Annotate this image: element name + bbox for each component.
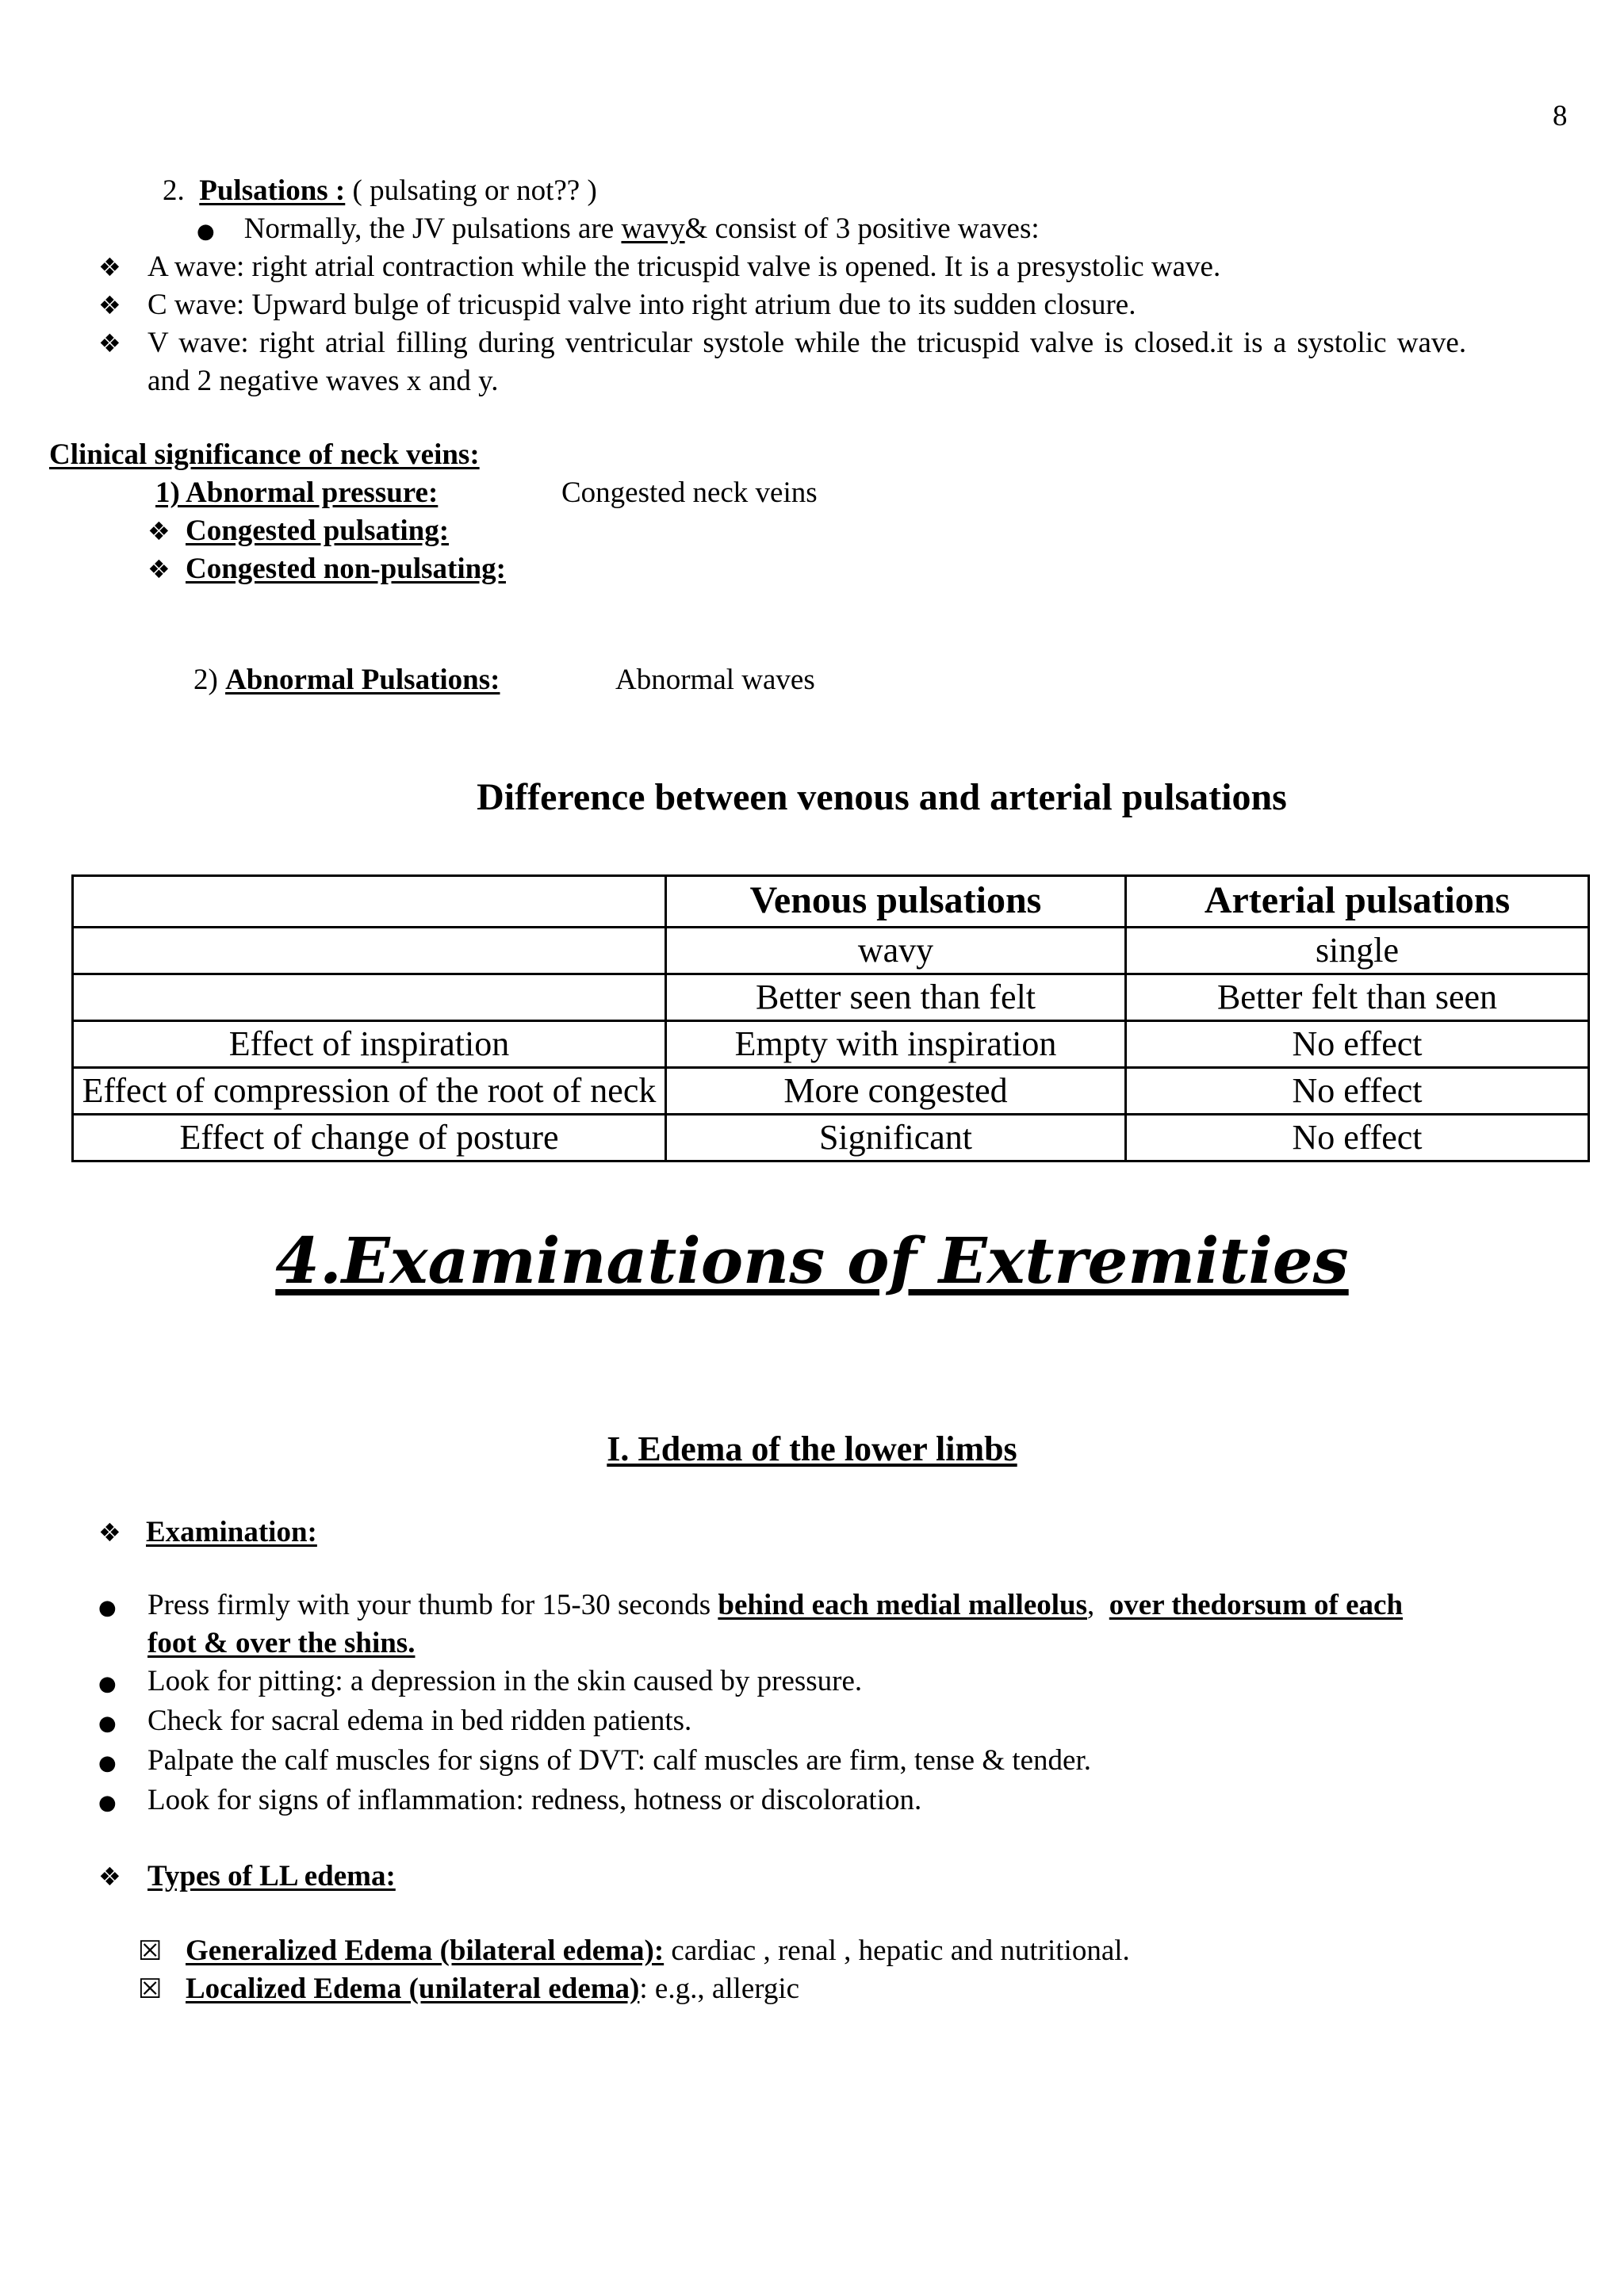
normally-intro: Normally, the JV pulsations are bbox=[243, 212, 622, 245]
pulsations-number: 2. bbox=[163, 174, 185, 207]
normally-wavy: wavy bbox=[621, 212, 685, 245]
table-header-cell: Venous pulsations bbox=[666, 876, 1126, 928]
normally-line bbox=[197, 211, 1040, 247]
generalized-edema-text bbox=[186, 1933, 1130, 1969]
localized-edema-causes: : e.g., allergic bbox=[639, 1973, 800, 2005]
edema-list-text: Palpate the calf muscles for signs of DVT: calf muscles are firm, tense & tender. bbox=[147, 1744, 1091, 1777]
table-cell: No effect bbox=[1126, 1115, 1589, 1161]
diamond-icon: ❖ bbox=[98, 1517, 121, 1548]
abnormal-pressure-heading: 1) Abnormal pressure: bbox=[155, 476, 439, 509]
edema-list-text: Look for pitting: a depression in the skin caused by pressure. bbox=[147, 1665, 863, 1697]
page-number: 8 bbox=[1553, 100, 1568, 132]
press-comma: , bbox=[1087, 1589, 1102, 1621]
press-item bbox=[98, 1587, 1404, 1624]
wave-a-item bbox=[98, 249, 1221, 285]
wave-c-item bbox=[98, 287, 1136, 323]
pulsations-heading-line bbox=[163, 173, 597, 209]
wave-c-text: C wave: Upward bulge of tricuspid valve into right atrium due to its sudden closure. bbox=[147, 289, 1136, 321]
abnormal-pulsations-heading: Abnormal Pulsations: bbox=[225, 664, 500, 696]
diamond-icon: ❖ bbox=[98, 1862, 121, 1892]
types-heading: Types of LL edema: bbox=[147, 1860, 396, 1892]
generalized-edema-label: Generalized Edema (bilateral edema): bbox=[186, 1934, 665, 1967]
bullet-icon: ● bbox=[197, 220, 215, 243]
press-text bbox=[147, 1587, 1403, 1624]
table-cell: wavy bbox=[666, 928, 1126, 974]
edema-list-item bbox=[98, 1743, 1091, 1779]
table-cell: Effect of compression of the root of neck bbox=[73, 1068, 666, 1115]
localized-edema-item bbox=[138, 1971, 800, 2007]
wave-a-text: A wave: right atrial contraction while the tricuspid valve is opened. It is a presystolic wave. bbox=[147, 251, 1221, 283]
table-row bbox=[73, 1021, 1589, 1068]
abnormal-pressure-note: Congested neck veins bbox=[561, 476, 818, 509]
bullet-icon: ● bbox=[98, 1596, 117, 1620]
localized-edema-label: Localized Edema (unilateral edema) bbox=[186, 1973, 640, 2005]
wave-v-item bbox=[98, 325, 1467, 362]
pulsations-heading: Pulsations : bbox=[199, 174, 346, 207]
table-cell: Significant bbox=[666, 1115, 1126, 1161]
localized-edema-text bbox=[186, 1971, 799, 2007]
diamond-icon: ❖ bbox=[98, 252, 121, 282]
table-cell: More congested bbox=[666, 1068, 1126, 1115]
types-item bbox=[98, 1858, 396, 1895]
press-intro: Press firmly with your thumb for 15-30 seconds bbox=[147, 1589, 718, 1621]
table-header-row bbox=[73, 876, 1589, 928]
diamond-icon: ❖ bbox=[147, 516, 170, 546]
edema-title: I. Edema of the lower limbs bbox=[607, 1429, 1017, 1468]
congested-non-pulsating-item bbox=[147, 551, 507, 587]
checkbox-icon: ☒ bbox=[138, 1973, 163, 2005]
edema-list-text: Check for sacral edema in bed ridden patients. bbox=[147, 1705, 692, 1737]
table-row bbox=[73, 928, 1589, 974]
checkbox-icon: ☒ bbox=[138, 1935, 163, 1967]
table-header-cell bbox=[73, 876, 666, 928]
bullet-icon: ● bbox=[98, 1712, 117, 1735]
pulsations-question: ( pulsating or not?? ) bbox=[345, 174, 597, 207]
table-cell: Empty with inspiration bbox=[666, 1021, 1126, 1068]
bullet-icon: ● bbox=[98, 1672, 117, 1696]
table-row bbox=[73, 1115, 1589, 1161]
diamond-icon: ❖ bbox=[98, 290, 121, 320]
table-cell: No effect bbox=[1126, 1021, 1589, 1068]
generalized-edema-causes: cardiac , renal , hepatic and nutritional. bbox=[664, 1934, 1130, 1967]
congested-non-pulsating-label: Congested non-pulsating: bbox=[186, 553, 507, 585]
bullet-icon: ● bbox=[98, 1791, 117, 1815]
normally-rest: & consist of 3 positive waves: bbox=[684, 212, 1040, 245]
examination-item bbox=[98, 1514, 317, 1551]
press-medial-malleolus: behind each medial malleolus bbox=[718, 1589, 1088, 1621]
press-shins: foot & over the shins. bbox=[147, 1627, 416, 1659]
table-cell bbox=[73, 928, 666, 974]
press-dorsum: over thedorsum of each bbox=[1109, 1589, 1404, 1621]
table-cell: single bbox=[1126, 928, 1589, 974]
table-cell: Effect of inspiration bbox=[73, 1021, 666, 1068]
diamond-icon: ❖ bbox=[98, 328, 121, 358]
abnormal-pulsations-line bbox=[193, 662, 500, 698]
difference-title: Difference between venous and arterial pulsations bbox=[477, 776, 1287, 818]
table-cell: Better seen than felt bbox=[666, 974, 1126, 1021]
examination-heading: Examination: bbox=[146, 1516, 317, 1548]
abnormal-pulsations-number: 2) bbox=[193, 664, 226, 696]
table-row bbox=[73, 1068, 1589, 1115]
edema-list-item bbox=[98, 1663, 863, 1700]
table-row bbox=[73, 974, 1589, 1021]
table-header-cell: Arterial pulsations bbox=[1126, 876, 1589, 928]
difference-table bbox=[71, 874, 1590, 1162]
table-cell bbox=[73, 974, 666, 1021]
bullet-icon: ● bbox=[98, 1751, 117, 1775]
congested-pulsating-label: Congested pulsating: bbox=[186, 515, 450, 547]
abnormal-pulsations-note: Abnormal waves bbox=[615, 664, 815, 696]
edema-list-text: Look for signs of inflammation: redness, hotness or discoloration. bbox=[147, 1784, 922, 1816]
edema-list-item bbox=[98, 1782, 922, 1819]
edema-list-item bbox=[98, 1703, 692, 1739]
table-cell: No effect bbox=[1126, 1068, 1589, 1115]
negative-waves-text: and 2 negative waves x and y. bbox=[147, 365, 499, 397]
congested-pulsating-item bbox=[147, 513, 450, 549]
table-cell: Effect of change of posture bbox=[73, 1115, 666, 1161]
generalized-edema-item bbox=[138, 1933, 1130, 1969]
table-cell: Better felt than seen bbox=[1126, 974, 1589, 1021]
wave-v-text: V wave: right atrial filling during ventricular systole while the tricuspid valve is closed.it is a systolic wave. bbox=[147, 327, 1467, 359]
diamond-icon: ❖ bbox=[147, 554, 170, 584]
section-title: 4.Examinations of Extremities bbox=[275, 1223, 1349, 1298]
clinical-heading: Clinical significance of neck veins: bbox=[49, 438, 480, 471]
